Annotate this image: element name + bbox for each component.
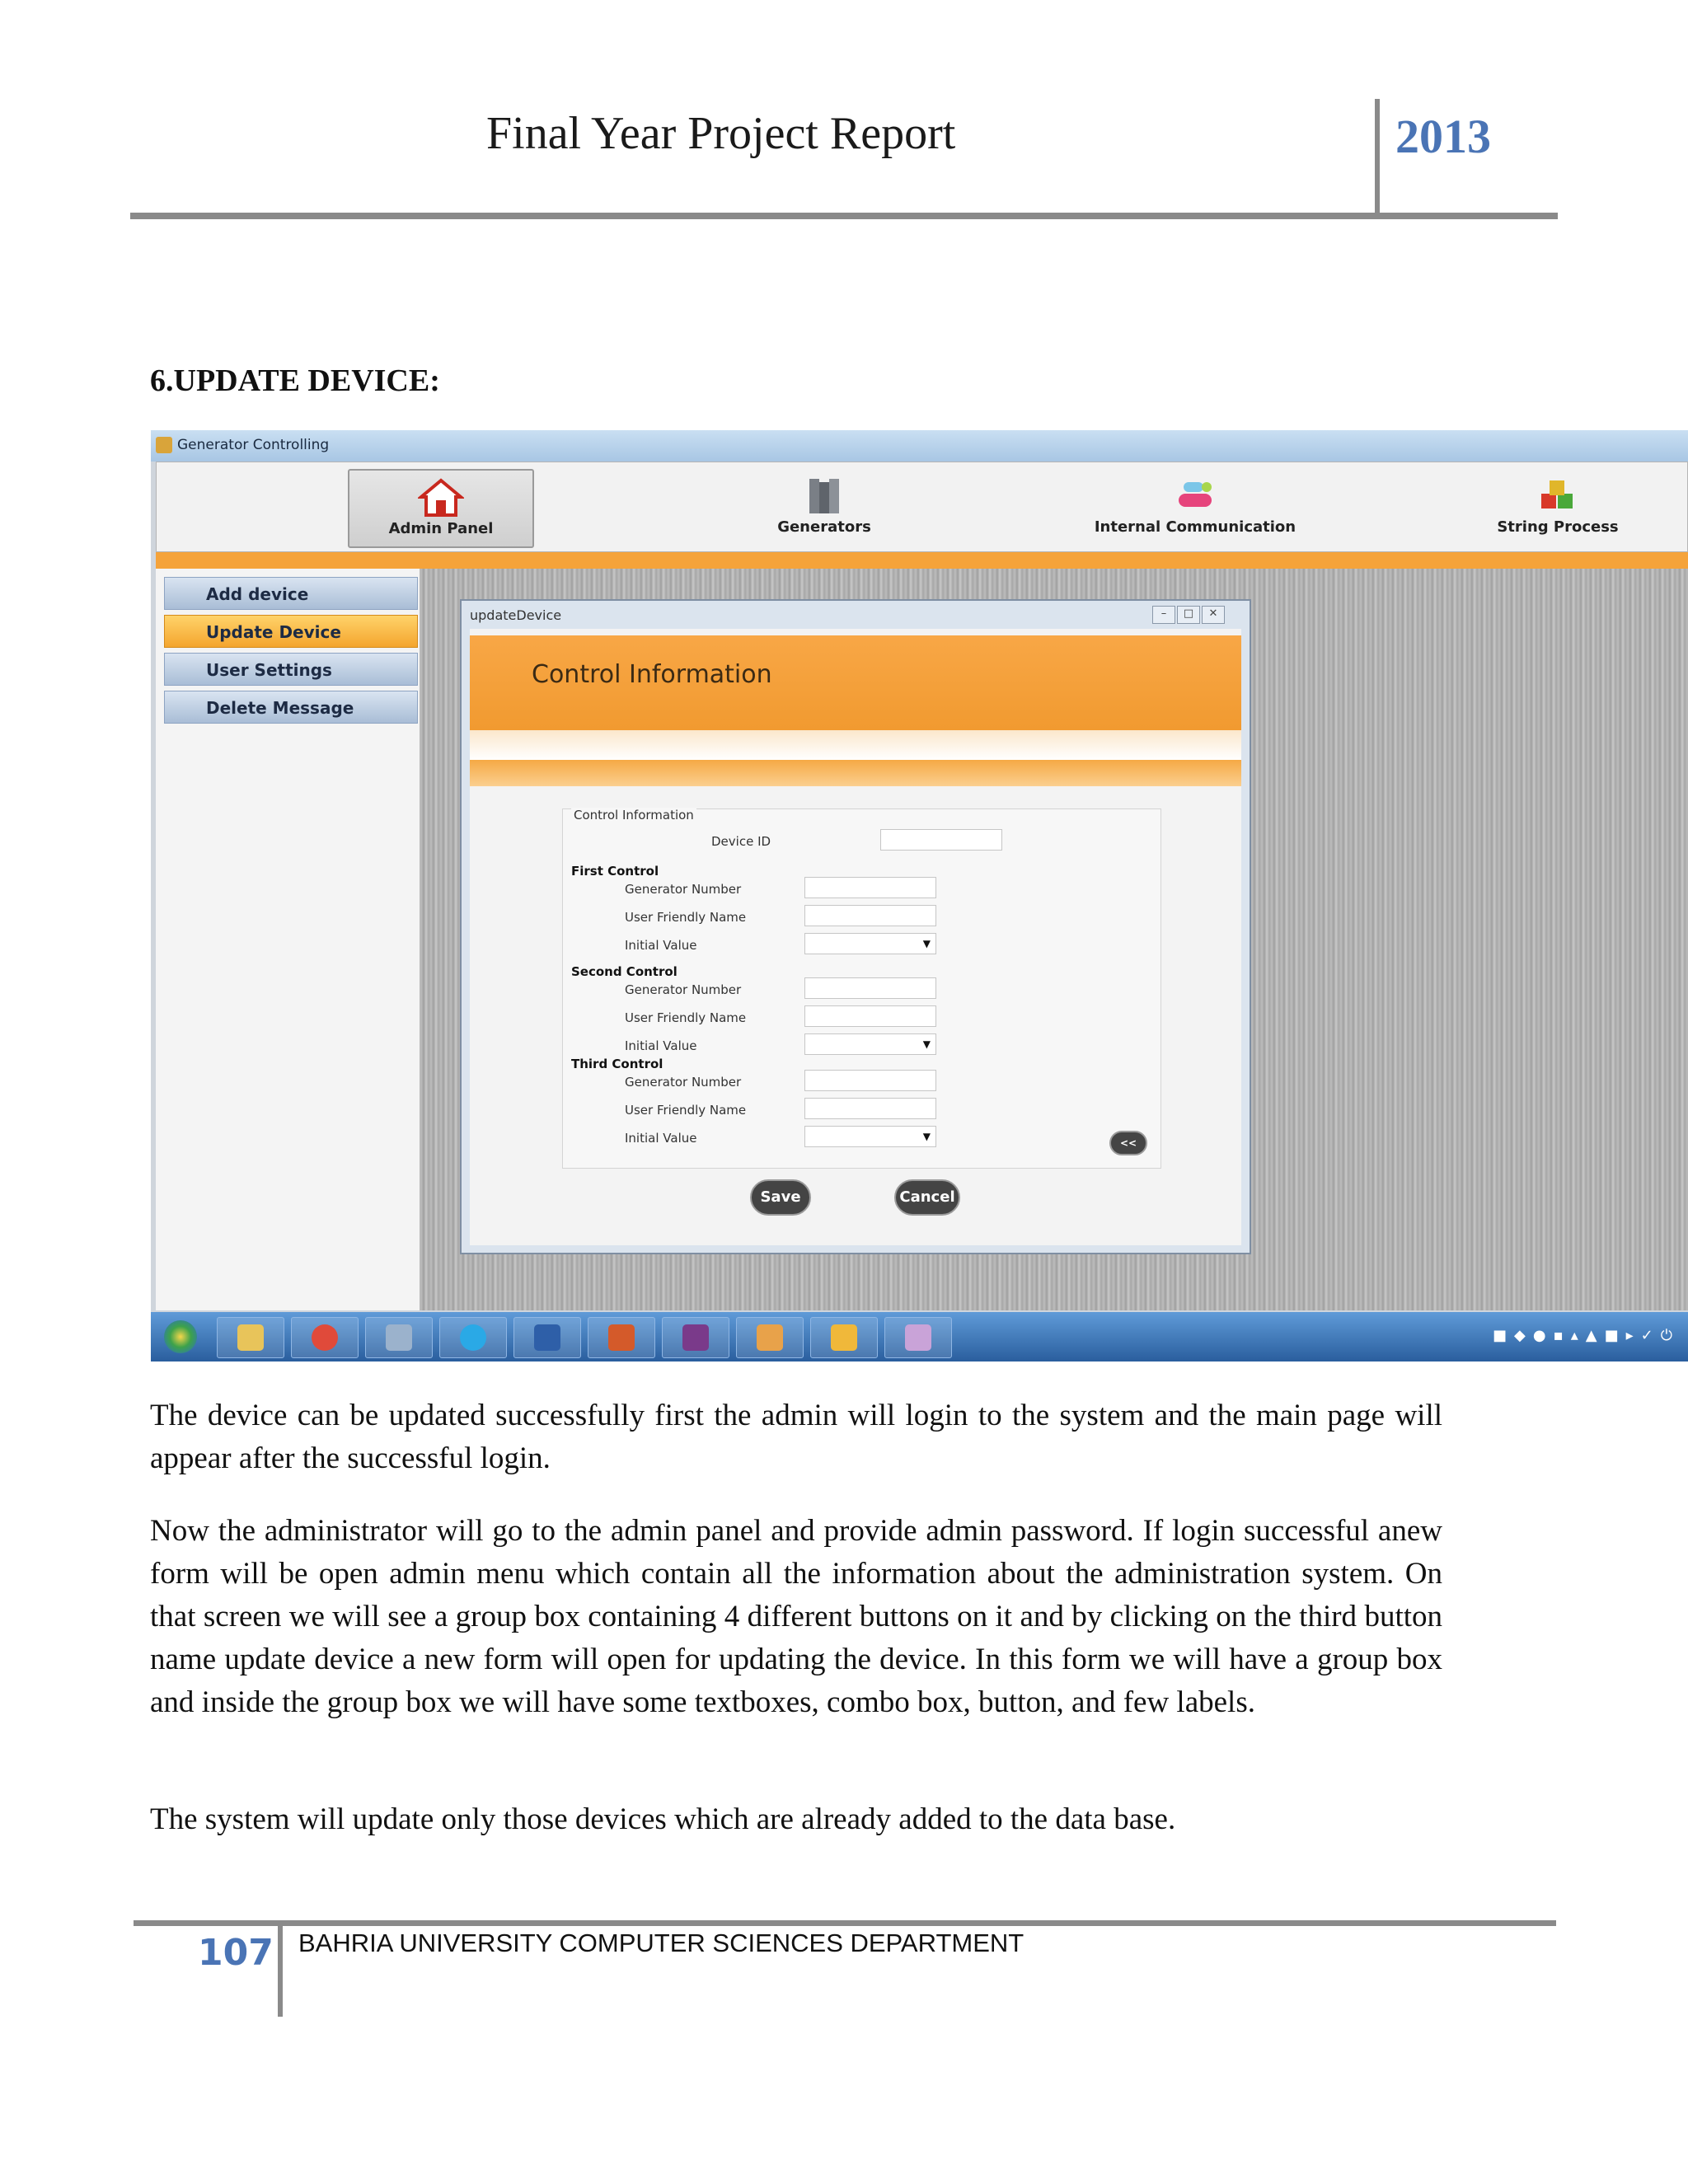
toolbar-string-process-button[interactable]: String Process (1459, 469, 1657, 545)
first-initial-value-combo[interactable]: ▼ (804, 933, 936, 954)
taskbar-paint-icon[interactable] (736, 1317, 804, 1358)
body-paragraph-3: The system will update only those devices which are already added to the data base. (150, 1802, 1176, 1836)
generator-number-label: Generator Number (625, 1075, 742, 1090)
windows-taskbar (151, 1312, 1688, 1361)
second-generator-number-input[interactable] (804, 977, 936, 999)
sidebar-item-add-device[interactable]: Add device (164, 577, 418, 610)
footer-department: BAHRIA UNIVERSITY COMPUTER SCIENCES DEPARTMENT (298, 1929, 1025, 1957)
first-generator-number-input[interactable] (804, 877, 936, 898)
taskbar-generator-app-icon[interactable] (884, 1317, 952, 1358)
dialog-title: updateDevice (470, 607, 562, 623)
toolbar-generators-button[interactable]: Generators (729, 469, 919, 545)
initial-value-label: Initial Value (625, 1038, 697, 1053)
page-number: 107 (198, 1932, 274, 1974)
friendly-name-label: User Friendly Name (625, 1010, 747, 1025)
initial-value-label: Initial Value (625, 1131, 697, 1146)
taskbar-tools-icon[interactable] (365, 1317, 433, 1358)
maximize-button[interactable]: □ (1177, 606, 1200, 624)
admin-sidebar (156, 569, 421, 1310)
taskbar-powerpoint-icon[interactable] (588, 1317, 655, 1358)
taskbar-word-icon[interactable] (513, 1317, 581, 1358)
device-id-label: Device ID (711, 834, 771, 849)
toolbar-accent-strip (156, 552, 1688, 569)
pills-icon (1172, 476, 1218, 517)
device-id-input[interactable] (880, 829, 1002, 851)
sidebar-item-update-device[interactable]: Update Device (164, 615, 418, 648)
third-control-heading: Third Control (571, 1057, 663, 1071)
banner-strip (470, 760, 1241, 786)
taskbar-winrar-icon[interactable] (662, 1317, 729, 1358)
report-year: 2013 (1395, 110, 1491, 163)
toolbar-admin-panel-button[interactable]: Admin Panel (348, 469, 534, 548)
house-icon (418, 477, 464, 518)
third-friendly-name-input[interactable] (804, 1098, 936, 1119)
minimize-button[interactable]: – (1152, 606, 1175, 624)
cubes-icon (1535, 476, 1581, 517)
save-button[interactable]: Save (750, 1179, 811, 1216)
first-control-heading: First Control (571, 864, 659, 879)
taskbar-explorer-icon[interactable] (217, 1317, 284, 1358)
second-initial-value-combo[interactable]: ▼ (804, 1033, 936, 1055)
header-rule (130, 213, 1558, 219)
sidebar-item-user-settings[interactable]: User Settings (164, 653, 418, 686)
second-control-heading: Second Control (571, 964, 678, 979)
footer-divider (278, 1926, 283, 2017)
dialog-banner (470, 635, 1241, 730)
initial-value-label: Initial Value (625, 938, 697, 953)
footer-rule (134, 1920, 1556, 1926)
close-button[interactable]: ✕ (1202, 606, 1225, 624)
header-divider (1375, 99, 1380, 214)
control-information-groupbox (562, 808, 1161, 1169)
generator-number-label: Generator Number (625, 982, 742, 997)
groupbox-legend: Control Information (571, 808, 696, 823)
sidebar-item-delete-message[interactable]: Delete Message (164, 691, 418, 724)
friendly-name-label: User Friendly Name (625, 1103, 747, 1118)
body-paragraph-2: Now the administrator will go to the admin panel and provide admin password. If login successful anew form will be open admin menu which contain all the information about the administration system. On that screen we will see a group box containing 4 different buttons on it and by clicking on the third button name update device a new form will open for updating the device. In this form we will have a group box and inside the group box we will have some textboxes, combo box, button, and few labels. (150, 1514, 1442, 1719)
toolbar-internal-communication-button[interactable]: Internal Communication (1063, 469, 1327, 545)
app-screenshot (151, 430, 1688, 1361)
update-device-dialog (460, 599, 1251, 1254)
third-generator-number-input[interactable] (804, 1070, 936, 1091)
small-action-button[interactable]: << (1109, 1131, 1147, 1155)
generator-number-label: Generator Number (625, 882, 742, 897)
section-title: 6.UPDATE DEVICE: (150, 363, 440, 398)
body-paragraph-1: The device can be updated successfully first the admin will login to the system and the main page will appear after the successful login. (150, 1399, 1442, 1475)
taskbar-skype-icon[interactable] (439, 1317, 507, 1358)
dialog-body (470, 629, 1241, 1245)
cancel-button[interactable]: Cancel (894, 1179, 960, 1216)
taskbar-chrome-icon[interactable] (291, 1317, 359, 1358)
third-initial-value-combo[interactable]: ▼ (804, 1126, 936, 1147)
app-icon (156, 437, 172, 453)
first-friendly-name-input[interactable] (804, 905, 936, 926)
second-friendly-name-input[interactable] (804, 1005, 936, 1027)
system-tray-icons[interactable]: ■◆●▪▴▲■▸✓⏻ (1493, 1327, 1680, 1344)
report-title: Final Year Project Report (486, 108, 956, 159)
taskbar-app-icon[interactable] (810, 1317, 878, 1358)
banner-fade (470, 730, 1241, 760)
friendly-name-label: User Friendly Name (625, 910, 747, 925)
server-icon (801, 476, 847, 517)
app-toolbar (156, 462, 1688, 552)
app-window-title: Generator Controlling (177, 437, 330, 453)
start-button[interactable] (156, 1317, 205, 1357)
app-titlebar (151, 430, 1688, 462)
banner-title: Control Information (532, 660, 772, 689)
